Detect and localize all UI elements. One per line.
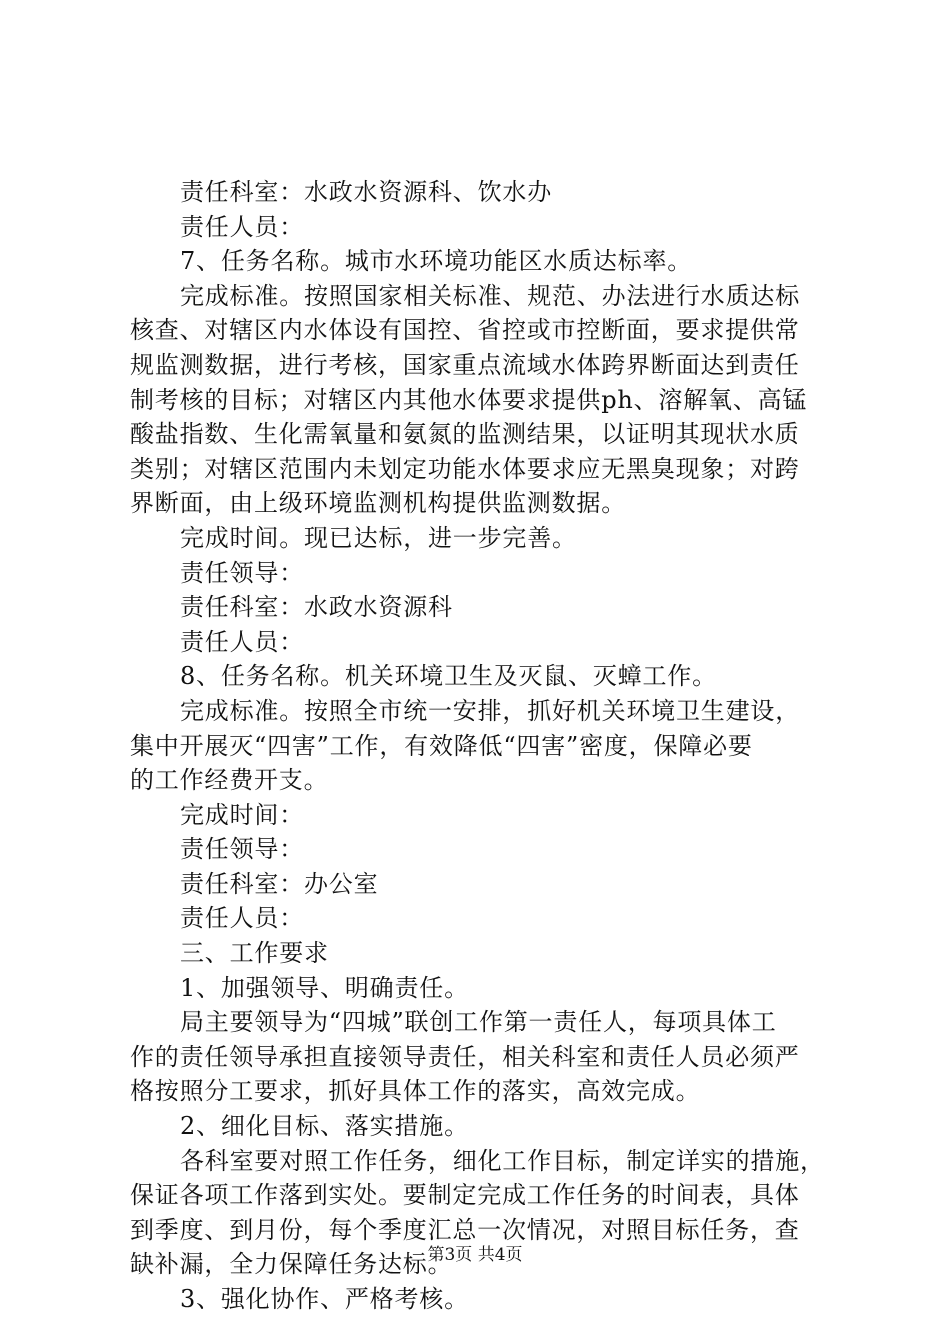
text-line: 保证各项工作落到实处。要制定完成工作任务的时间表，具体: [130, 1181, 800, 1210]
text-line: 的工作经费开支。: [130, 766, 329, 795]
text-line: 责任人员：: [180, 627, 304, 656]
text-line: 界断面，由上级环境监测机构提供监测数据。: [130, 489, 626, 518]
text-line: 规监测数据，进行考核，国家重点流域水体跨界断面达到责任: [130, 350, 800, 379]
text-line: 酸盐指数、生化需氧量和氨氮的监测结果，以证明其现状水质: [130, 420, 800, 449]
text-line: 各科室要对照工作任务，细化工作目标，制定详实的措施，: [180, 1146, 825, 1175]
text-line: 类别；对辖区范围内未划定功能水体要求应无黑臭现象；对跨: [130, 454, 800, 483]
text-line: 责任领导：: [180, 558, 304, 587]
text-line: 8、任务名称。机关环境卫生及灭鼠、灭蟑工作。: [180, 662, 717, 691]
section-heading: 三、工作要求: [180, 939, 329, 968]
text-line: 7、任务名称。城市水环境功能区水质达标率。: [180, 247, 693, 276]
document-body: [130, 175, 830, 1317]
text-line: 制考核的目标；对辖区内其他水体要求提供ph、溶解氧、高锰: [130, 385, 808, 414]
text-line: 责任科室：办公室: [180, 869, 379, 898]
text-line: 责任领导：: [180, 835, 304, 864]
text-line: 完成标准。按照国家相关标准、规范、办法进行水质达标: [180, 281, 800, 310]
text-line: 集中开展灭“四害”工作，有效降低“四害”密度，保障必要: [130, 731, 753, 760]
text-line: 格按照分工要求，抓好具体工作的落实，高效完成。: [130, 1077, 701, 1106]
text-line: 责任科室：水政水资源科、饮水办: [180, 178, 552, 206]
text-line: 缺补漏，全力保障任务达标。: [130, 1250, 453, 1279]
text-line: 到季度、到月份，每个季度汇总一次情况，对照目标任务，查: [130, 1215, 800, 1244]
text-line: 核查、对辖区内水体设有国控、省控或市控断面，要求提供常: [130, 316, 800, 345]
text-line: 作的责任领导承担直接领导责任，相关科室和责任人员必须严: [130, 1042, 800, 1071]
text-line: 完成时间。现已达标，进一步完善。: [180, 523, 577, 552]
text-line: 2、细化目标、落实措施。: [180, 1112, 469, 1141]
text-line: 责任人员：: [180, 904, 304, 933]
text-line: 3、强化协作、严格考核。: [180, 1285, 469, 1313]
text-line: 1、加强领导、明确责任。: [180, 973, 469, 1002]
text-line: 完成标准。按照全市统一安排，抓好机关环境卫生建设，: [180, 696, 800, 725]
text-line: 完成时间：: [180, 800, 304, 829]
text-line: 责任人员：: [180, 212, 304, 241]
text-line: 局主要领导为“四城”联创工作第一责任人，每项具体工: [180, 1008, 777, 1037]
text-line: 责任科室：水政水资源科: [180, 593, 453, 622]
page-number-footer: 第3页 共4页: [427, 1245, 523, 1265]
